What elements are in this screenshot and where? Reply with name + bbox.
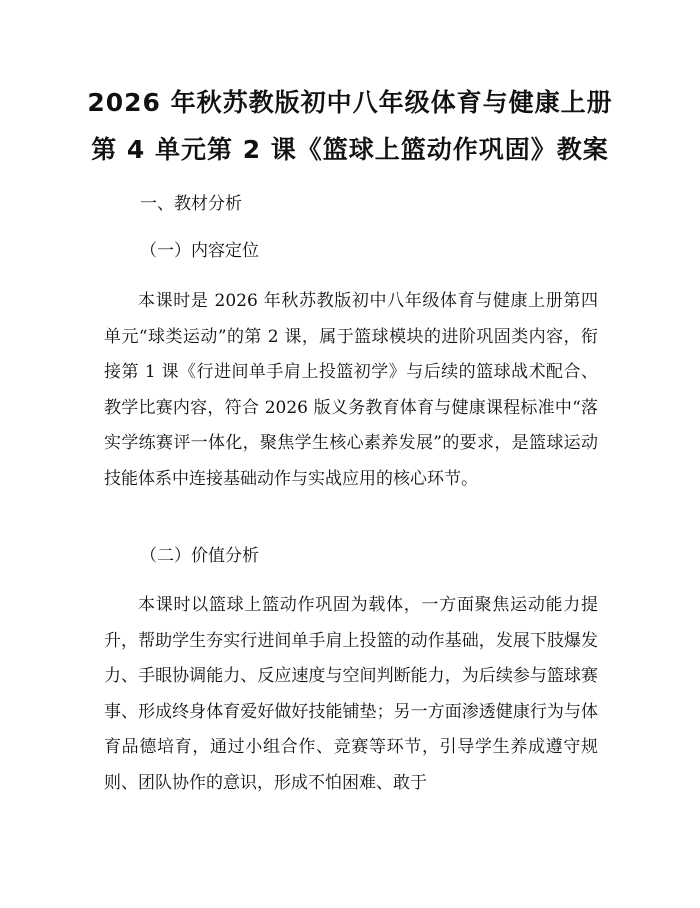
subsection-heading-content-positioning: （一）内容定位 [140,241,259,261]
document-title-line-2: 第 4 单元第 2 课《篮球上篮动作巩固》教案 [91,135,609,164]
paragraph-content-positioning: 本课时是 2026 年秋苏教版初中八年级体育与健康上册第四单元“球类运动”的第 2 课，属于篮球模块的进阶巩固类内容，衔接第 1 课《行进间单手肩上投篮初学》与后续的篮球战术配合、教学比赛内容，符合 2026 版义务教育体育与健康课程标准中“落实学练赛评一体化，聚焦学生核心素养发展”的要求，是篮球运动技能体系中连接基础动作与实战应用的核心环节。 [104,291,598,489]
subsection-heading-value-analysis: （二）价值分析 [140,546,259,566]
paragraph-value-analysis: 本课时以篮球上篮动作巩固为载体，一方面聚焦运动能力提升，帮助学生夯实行进间单手肩上投篮的动作基础，发展下肢爆发力、手眼协调能力、反应速度与空间判断能力，为后续参与篮球赛事、形成终身体育爱好做好技能铺垫；另一方面渗透健康行为与体育品德培育，通过小组合作、竞赛等环节，引导学生养成遵守规则、团队协作的意识，形成不怕困难、敢于 [104,595,598,793]
document-title-line-1: 2026 年秋苏教版初中八年级体育与健康上册 [87,88,613,117]
section-heading-textbook-analysis: 一、教材分析 [140,194,242,214]
